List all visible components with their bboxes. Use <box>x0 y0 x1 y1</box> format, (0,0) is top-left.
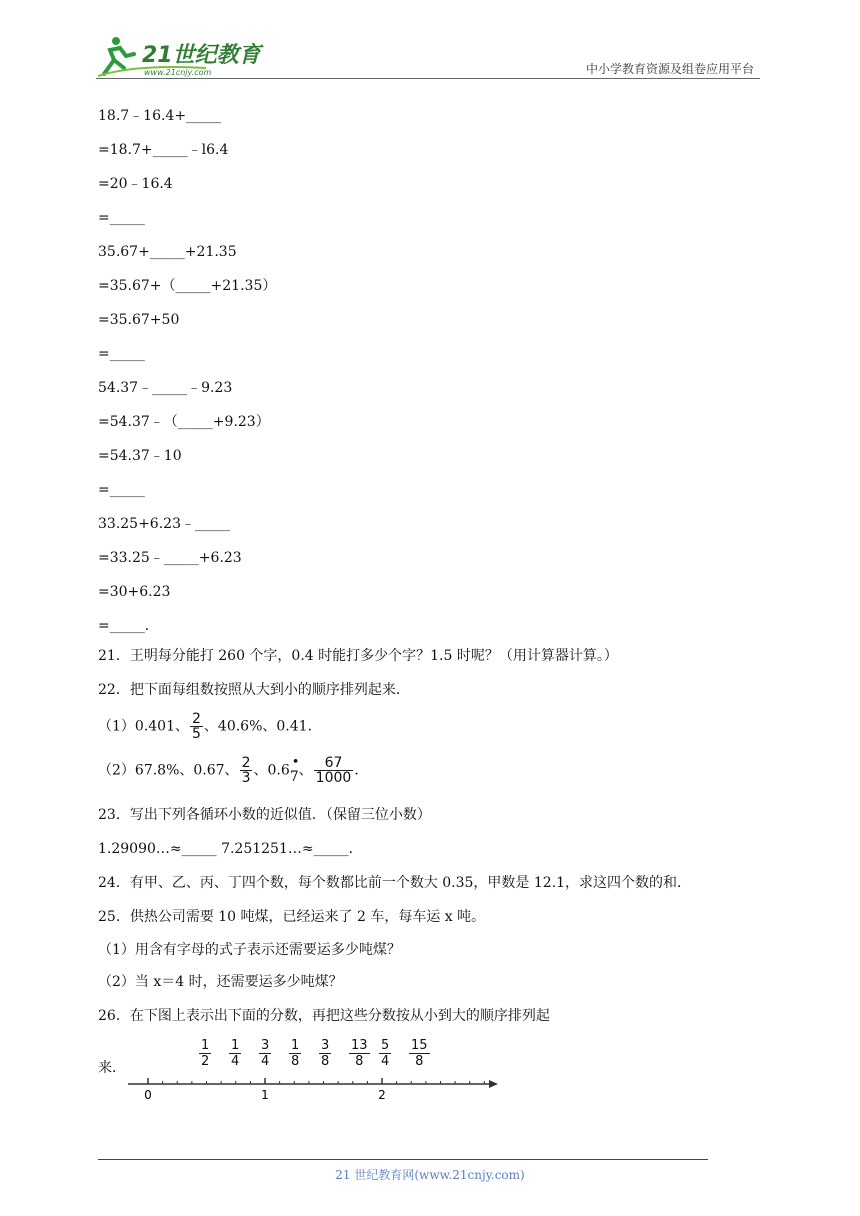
problem-20-line: =35.67+（_____+21.35） <box>98 278 277 294</box>
fraction-numerator: 67 <box>324 755 343 771</box>
fraction-denominator: 8 <box>291 1054 300 1069</box>
problem-20-line: =30+6.23 <box>98 584 171 600</box>
fraction-numerator: 3 <box>321 1038 330 1053</box>
problem-20-line: 35.67+_____+21.35 <box>98 244 237 260</box>
question-22-title: 22．把下面每组数按照从大到小的顺序排列起来． <box>98 682 410 698</box>
axis-tick-label: 2 <box>378 1088 386 1102</box>
fraction-denominator: 2 <box>201 1054 210 1069</box>
problem-20-line: =_____ <box>98 346 145 362</box>
question-22-part-2 <box>98 756 368 785</box>
fraction-denominator: 8 <box>409 1053 430 1069</box>
problem-20-line: =54.37﹣（_____+9.23） <box>98 414 270 430</box>
page-footer: 21 世纪教育网(www.21cnjy.com) <box>335 1168 525 1182</box>
problem-20-line: =_____． <box>98 618 159 634</box>
question-23-line: 1.29090…≈_____ 7.251251…≈_____． <box>98 841 363 857</box>
problem-20-line: 33.25+6.23﹣_____ <box>98 516 230 532</box>
axis-tick-label: 1 <box>261 1088 269 1102</box>
q22-part1-prefix: （1）0.401、 <box>98 718 189 735</box>
fraction-denominator: 8 <box>349 1053 370 1069</box>
fraction-denominator: 4 <box>231 1054 240 1069</box>
problem-20-line: =_____ <box>98 482 145 498</box>
fraction-numerator: 13 <box>351 1038 368 1053</box>
fraction-numerator: 1 <box>231 1038 240 1053</box>
fraction-denominator: 8 <box>321 1054 330 1069</box>
q22-part2-sep: 、 <box>298 762 313 779</box>
question-26-tail: 来． <box>98 1060 126 1076</box>
fraction-denominator: 1000 <box>315 770 352 786</box>
question-25-part-1: （1）用含有字母的式子表示还需要运多少吨煤？ <box>98 942 401 958</box>
fraction-numerator: 2 <box>241 755 251 771</box>
problem-20-line: 54.37﹣_____﹣9.23 <box>98 380 233 396</box>
problem-20-line: =_____ <box>98 210 145 226</box>
fraction <box>314 756 354 785</box>
question-26-title: 26．在下图上表示出下面的分数，再把这些分数按从小到大的顺序排列起 <box>98 1008 550 1024</box>
footer-divider <box>98 1159 708 1160</box>
logo-text: 21世纪教育 <box>142 43 261 68</box>
site-logo <box>96 34 266 78</box>
question-25-title: 25．供热公司需要 10 吨煤，已经运来了 2 车，每车运 x 吨。 <box>98 909 486 925</box>
fraction-numerator: 15 <box>411 1038 428 1053</box>
number-line-figure <box>98 1032 518 1102</box>
problem-20-line: =35.67+50 <box>98 312 180 328</box>
problem-20-line: 18.7﹣16.4+_____ <box>98 108 222 124</box>
question-21: 21．王明每分能打 260 个字，0.4 时能打多少个字？1.5 时呢？（用计算器计算。） <box>98 648 618 664</box>
fraction-denominator: 4 <box>261 1054 270 1069</box>
fraction-numerator: 5 <box>381 1038 390 1053</box>
fraction <box>240 756 253 785</box>
problem-20-line: =33.25﹣_____+6.23 <box>98 550 242 566</box>
question-23-title: 23．写出下列各循环小数的近似值．（保留三位小数） <box>98 807 431 823</box>
header-divider <box>96 78 760 79</box>
fraction-numerator: 1 <box>291 1038 300 1053</box>
fraction-denominator: 3 <box>241 770 251 786</box>
q22-part2-mid: 、0.6 <box>253 762 290 779</box>
question-24: 24．有甲、乙、丙、丁四个数，每个数都比前一个数大 0.35，甲数是 12.1，求这四个数的和． <box>98 875 692 891</box>
axis-tick-label: 0 <box>144 1088 152 1102</box>
question-25-part-2: （2）当 x＝4 时，还需要运多少吨煤？ <box>98 974 343 990</box>
logo-url: www.21cnjy.com <box>144 68 212 77</box>
fraction-numerator: 2 <box>192 711 201 727</box>
problem-20-line: =20﹣16.4 <box>98 176 173 192</box>
axis-arrow-icon <box>489 1080 498 1088</box>
q22-part2-end: ． <box>354 762 369 779</box>
repeating-digit: • 7 <box>290 763 299 791</box>
fraction-numerator: 3 <box>261 1038 270 1053</box>
fraction-denominator: 4 <box>381 1054 390 1069</box>
q22-part1-suffix: 、40.6%、0.41． <box>203 718 322 735</box>
problem-20-line: =18.7+_____﹣l6.4 <box>98 142 229 158</box>
question-22-part-1 <box>98 712 322 741</box>
header-platform-text: 中小学教育资源及组卷应用平台 <box>585 62 754 76</box>
q22-part2-prefix: （2）67.8%、0.67、 <box>98 762 239 779</box>
number-line <box>98 1032 518 1102</box>
page-header <box>96 30 758 80</box>
fraction-numerator: 1 <box>201 1038 210 1053</box>
problem-20-line: =54.37﹣10 <box>98 448 182 464</box>
fraction-denominator: 5 <box>192 726 201 742</box>
fraction <box>190 712 203 741</box>
